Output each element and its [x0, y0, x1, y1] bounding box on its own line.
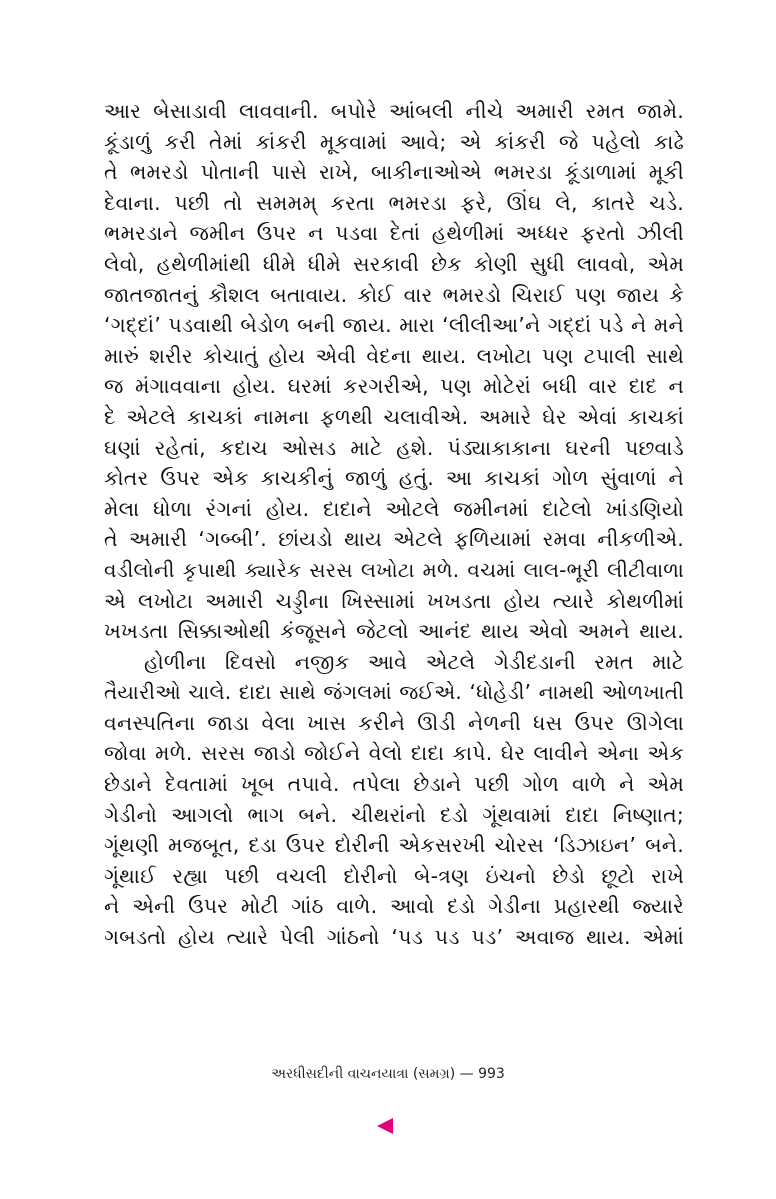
- text-line: ગૂંથણી મજબૂત, દડા ઉપર દોરીની એકસરખી ચોરસ ‘ડિઝાઇન’ બને.: [104, 833, 684, 858]
- previous-page-icon[interactable]: [377, 1118, 393, 1134]
- text-line: જોવા મળે. સરસ જાડો જોઈને વેલો દાદા કાપે. ઘેર લાવીને એના એક: [104, 741, 684, 766]
- body-text: [104, 96, 684, 953]
- text-line: ઘણાં રહેતાં, કદાચ ઓસડ માટે હશે. પંડ્યાકાકાના ઘરની પછવાડે: [104, 435, 684, 460]
- text-line: મારું શરીર કોચાતું હોય એવી વેદના થાય. લખોટા પણ ટપાલી સાથે: [104, 343, 684, 368]
- text-line: કૂંડાળું કરી તેમાં કાંકરી મૂકવામાં આવે; એ કાંકરી જે પહેલો કાઢે: [104, 129, 684, 154]
- text-line: ગેડીનો આગલો ભાગ બને. ચીથરાંનો દડો ગૂંથવામાં દાદા નિષ્ણાત;: [104, 802, 684, 827]
- text-line: ને એની ઉપર મોટી ગાંઠ વાળે. આવો દડો ગેડીના પ્રહારથી જ્યારે: [104, 894, 684, 919]
- text-line: આર બેસાડાવી લાવવાની. બપોરે આંબલી નીચે અમારી રમત જામે.: [104, 99, 684, 123]
- text-line: કોતર ઉપર એક કાચકીનું જાળું હતું. આ કાચકાં ગોળ સુંવાળાં ને: [104, 466, 684, 491]
- text-line: એ લખોટા અમારી ચડ્ડીના ખિસ્સામાં ખખડતા હોય ત્યારે કોથળીમાં: [104, 588, 684, 613]
- text-line: તે ભમરડો પોતાની પાસે રાખે, બાકીનાઓએ ભમરડા કૂંડાળામાં મૂકી: [104, 160, 684, 185]
- text-line: ગબડતો હોય ત્યારે પેલી ગાંઠનો ‘પડ પડ પડ’ અવાજ થાય. એમાં: [104, 925, 684, 950]
- text-line: છેડાને દેવતામાં ખૂબ તપાવે. તપેલા છેડાને પછી ગોળ વાળે ને એમ: [104, 772, 684, 797]
- text-line: ‘ગદ્દાં’ પડવાથી બેડોળ બની જાય. મારા ‘લીલીઆ’ને ગદ્દાં પડે ને મને: [104, 313, 684, 338]
- text-line: તે અમારી ‘ગબ્બી’. છાંયડો થાય એટલે ફળિયામાં રમવા નીકળીએ.: [104, 527, 684, 552]
- text-line: લેવો, હથેળીમાંથી ધીમે ધીમે સરકાવી છેક કોણી સુધી લાવવો, એમ: [104, 251, 684, 276]
- text-line: તૈયારીઓ ચાલે. દાદા સાથે જંગલમાં જઈએ. ‘ધોહેડી’ નામથી ઓળખાતી: [104, 680, 684, 705]
- text-line: જ મંગાવવાના હોય. ઘરમાં કરગરીએ, પણ મોટેરાં બધી વાર દાદ ન: [104, 374, 684, 399]
- text-line: મેલા ધોળા રંગનાં હોય. દાદાને ઓટલે જમીનમાં દાટેલો ખાંડણિયો: [104, 496, 684, 521]
- page-footer: અરધીસદીની વાચનયાત્રા (સમગ્ર) — 993: [271, 1066, 505, 1082]
- text-line: ભમરડાને જમીન ઉપર ન પડવા દેતાં હથેળીમાં અધ્ધર ફરતો ઝીલી: [104, 221, 684, 246]
- text-line: વનસ્પતિના જાડા વેલા ખાસ કરીને ઊડી નેળની ધસ ઉપર ઊગેલા: [104, 710, 684, 735]
- text-line: ખખડતા સિક્કાઓથી કંજૂસને જેટલો આનંદ થાય એવો અમને થાય.: [104, 619, 684, 644]
- text-line: ગૂંથાઈ રહ્યા પછી વચલી દોરીનો બે-ત્રણ ઇંચનો છેડો છૂટો રાખે: [104, 863, 684, 888]
- paragraph-start-line: હોળીના દિવસો નજીક આવે એટલે ગેડીદડાની રમત માટે: [144, 649, 684, 674]
- text-line: વડીલોની કૃપાથી ક્યારેક સરસ લખોટા મળે. વચમાં લાલ-ભૂરી લીટીવાળા: [104, 557, 684, 582]
- text-line: દે એટલે કાચકાં નામના ફળથી ચલાવીએ. અમારે ઘેર એવાં કાચકાં: [104, 404, 684, 429]
- text-line: જાતજાતનું કૌશલ બતાવાય. કોઈ વાર ભમરડો ચિરાઈ પણ જાય કે: [104, 282, 684, 307]
- text-line: દેવાના. પછી તો સમમમ્ કરતા ભમરડા ફરે, ઊંઘ લે, કાતરે ચડે.: [104, 190, 684, 215]
